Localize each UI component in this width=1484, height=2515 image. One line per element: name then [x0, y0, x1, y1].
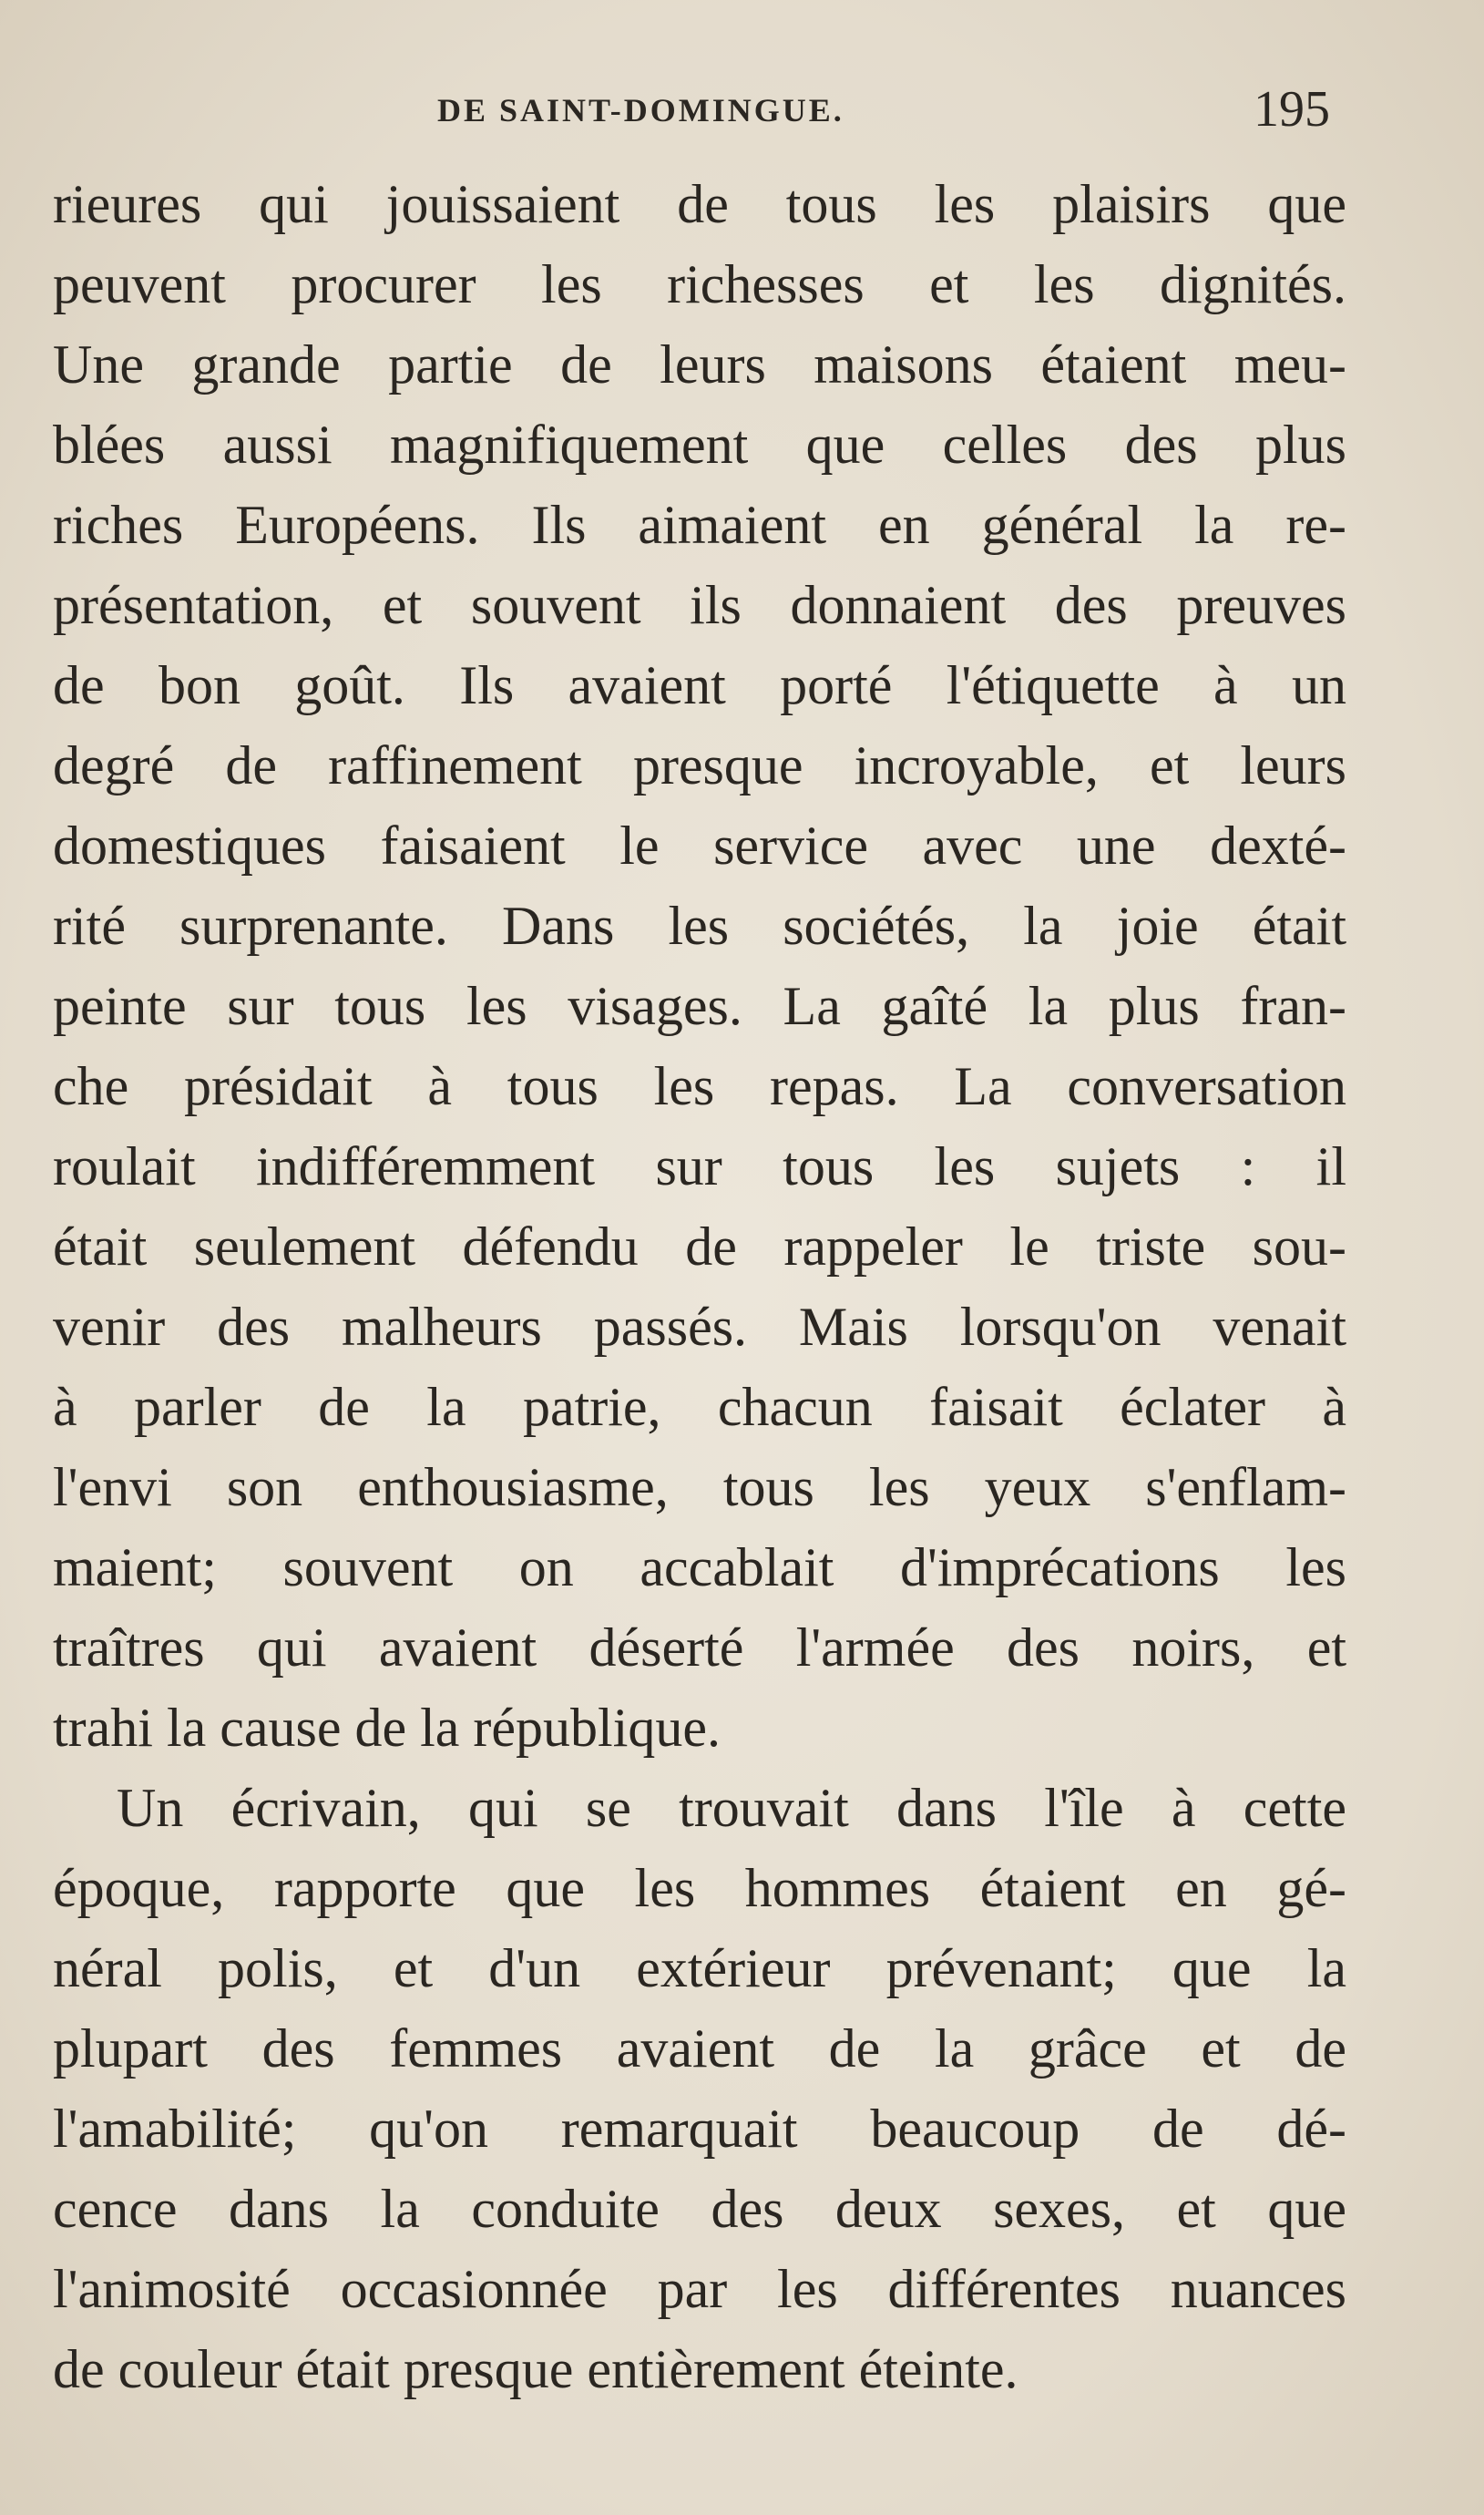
text-line: présentation, et souvent ils donnaient des preuves — [53, 575, 1346, 635]
text-line: maient; souvent on accablait d'imprécations les — [53, 1537, 1346, 1597]
text-line: peuvent procurer les richesses et les dignités. — [53, 254, 1346, 314]
text-line: rité surprenante. Dans les sociétés, la joie était — [53, 896, 1346, 956]
text-line: à parler de la patrie, chacun faisait éclater à — [53, 1377, 1346, 1437]
text-line: cence dans la conduite des deux sexes, et que — [53, 2179, 1346, 2239]
text-line: trahi la cause de la république. — [53, 1698, 722, 1758]
text-line: plupart des femmes avaient de la grâce et de — [53, 2018, 1346, 2079]
paragraph-1 — [53, 164, 1346, 1768]
text-line: l'envi son enthousiasme, tous les yeux s'enflam- — [53, 1457, 1346, 1517]
text-line: blées aussi magnifiquement que celles des plus — [53, 415, 1346, 475]
text-line: époque, rapporte que les hommes étaient en gé- — [53, 1858, 1346, 1918]
text-line: était seulement défendu de rappeler le triste sou- — [53, 1216, 1346, 1277]
text-line: rieures qui jouissaient de tous les plaisirs que — [53, 174, 1346, 234]
text-line: Un écrivain, qui se trouvait dans l'île à cette — [117, 1778, 1346, 1838]
text-line: de couleur était presque entièrement éteinte. — [53, 2339, 1018, 2399]
text-line: peinte sur tous les visages. La gaîté la plus fran- — [53, 976, 1346, 1036]
page-header — [0, 80, 1484, 138]
text-line: venir des malheurs passés. Mais lorsqu'on venait — [53, 1297, 1346, 1357]
text-line: Une grande partie de leurs maisons étaient meu- — [53, 334, 1346, 395]
text-line: traîtres qui avaient déserté l'armée des noirs, et — [53, 1617, 1346, 1678]
text-line: l'animosité occasionnée par les différentes nuances — [53, 2259, 1346, 2319]
text-line: de bon goût. Ils avaient porté l'étiquette à un — [53, 655, 1346, 715]
text-line: roulait indifféremment sur tous les sujets : il — [53, 1136, 1346, 1196]
body-text — [53, 164, 1346, 2409]
text-line: riches Européens. Ils aimaient en général la re- — [53, 495, 1346, 555]
text-line: degré de raffinement presque incroyable, et leurs — [53, 735, 1346, 796]
text-line: néral polis, et d'un extérieur prévenant; que la — [53, 1938, 1346, 1998]
running-head: DE SAINT-DOMINGUE. — [437, 92, 844, 128]
text-line: l'amabilité; qu'on remarquait beaucoup de dé- — [53, 2099, 1346, 2159]
text-line: domestiques faisaient le service avec une dexté- — [53, 816, 1346, 876]
text-line: che présidait à tous les repas. La conversation — [53, 1056, 1346, 1116]
page-number: 195 — [1254, 81, 1330, 138]
paragraph-2 — [53, 1768, 1346, 2409]
